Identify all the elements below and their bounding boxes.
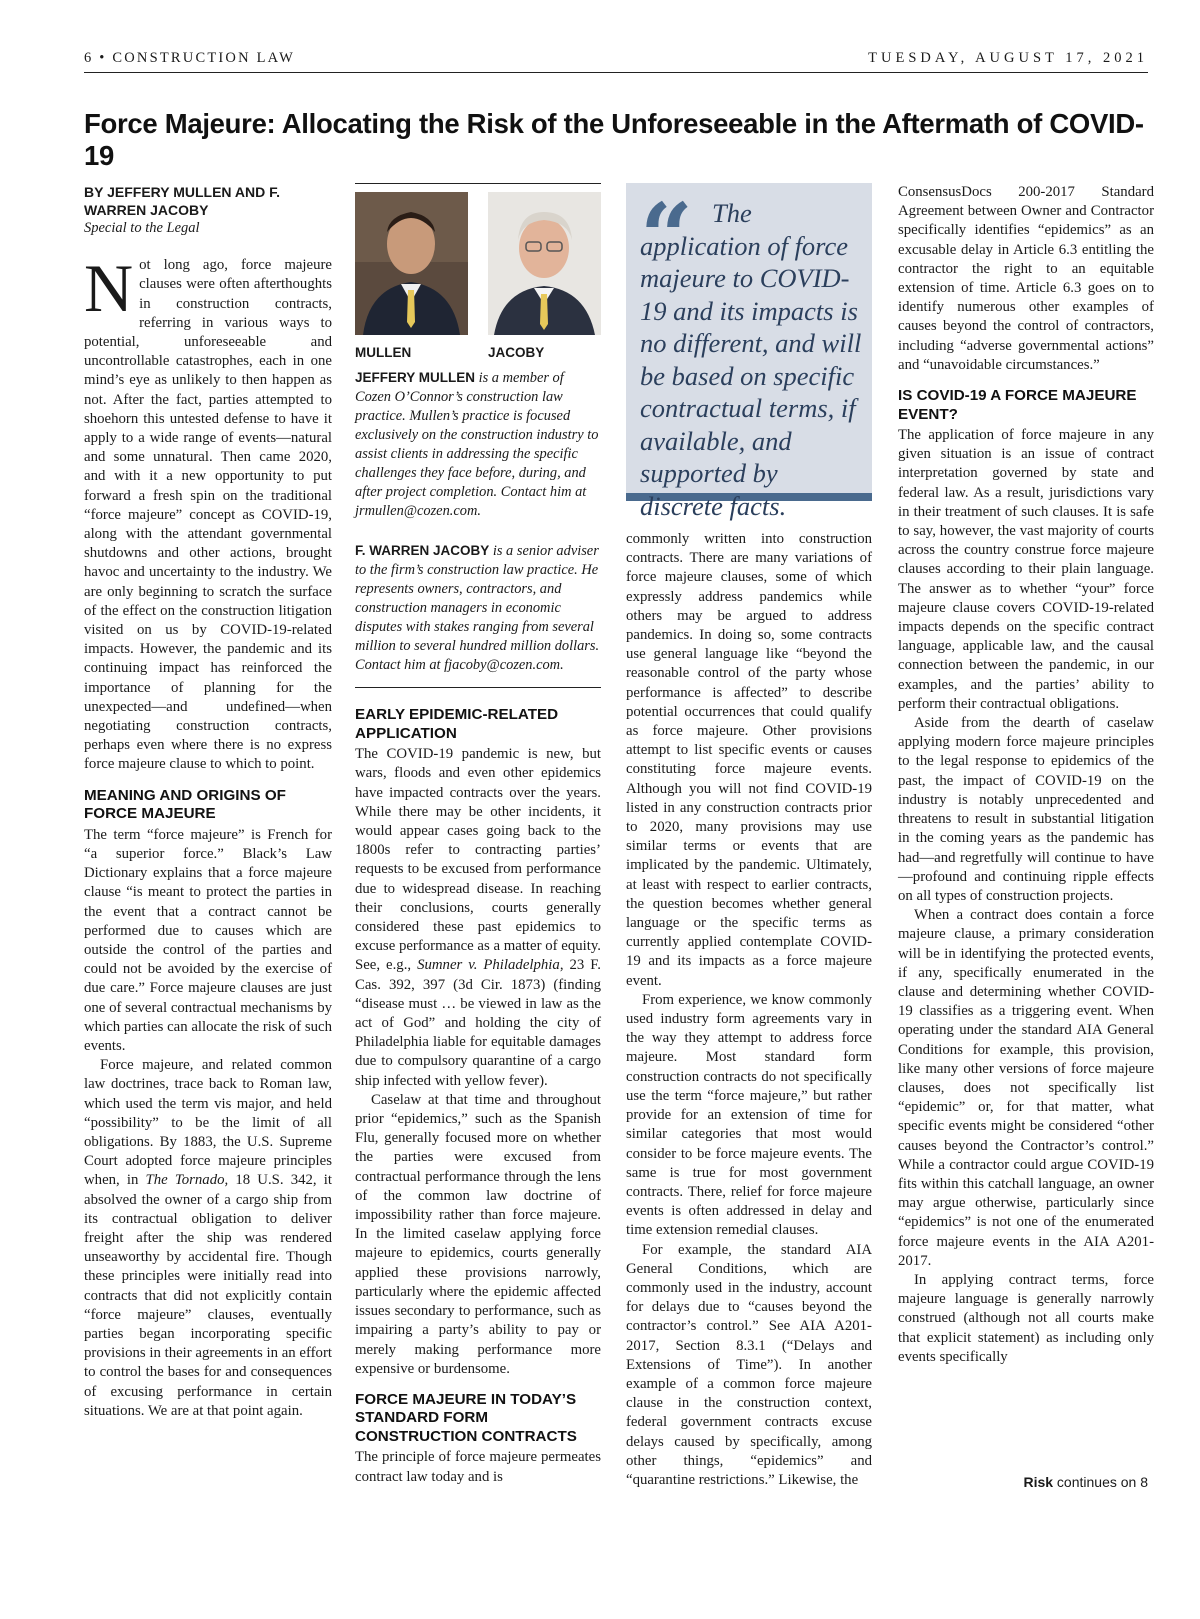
paragraph: commonly written into construction contracts. There are many variations of force majeure clauses, some of which expressly address pandemics while others may be argued to address pandemics. In doing so, some contracts use general language like “beyond the reasonable control of the party whose performance is affected” to describe potential occurrences that could qualify as force majeure. Other provisions attempt to list specific events or causes constituting force majeure events. Although you will not find COVID-19 listed in any construction contracts prior to 2020, many provisions may use similar terms or events that are implicated by the pandemic. Ultimately, at least with respect to earlier contracts, the question becomes whether general language or the specific terms as currently applied contemplate COVID-19 and its impacts as a force majeure event. bbox=[626, 531, 872, 989]
bio-name: F. WARREN JACOBY bbox=[355, 543, 490, 559]
photo-label-jacoby: JACOBY bbox=[488, 345, 545, 360]
portrait-jacoby-image bbox=[488, 192, 601, 335]
paragraph: In applying contract terms, force majeure language is generally narrowly construed (although not all courts make that explicit statement) as including only events specifically bbox=[898, 1271, 1154, 1365]
section-heading-meaning: MEANING AND ORIGINS OF FORCE MAJEURE bbox=[84, 786, 286, 823]
column-4 bbox=[898, 183, 1154, 1367]
text-run: Force majeure, and related common law doctrines, trace back to Roman law, which used the term vis major, and held “possibility” to be the limit of all obligations. By 1883, the U.S. Supreme Court adopted force majeure principles when, in bbox=[84, 1057, 332, 1189]
paragraph: The term “force majeure” is French for “a superior force.” Black’s Law Dictionary explains that a force majeure clause “is meant to protect the parties in the event that a contract cannot be performed due to causes which are outside the control of the parties and could not be avoided by the exercise of due care.” Force majeure clauses are just one of several contractual mechanisms by which parties can allocate the risk of such events. bbox=[84, 826, 332, 1054]
photo-label-mullen: MULLEN bbox=[355, 345, 412, 360]
case-citation: The Tornado, bbox=[145, 1172, 229, 1189]
section-heading-early: EARLY EPIDEMIC-RELATED APPLICATION bbox=[355, 706, 559, 742]
column-3 bbox=[626, 530, 872, 1490]
bio-text: is a member of Cozen O’Connor’s construction law practice. Mullen’s practice is focused exclusively on the construction industry to assist clients in addressing the specific challenges they face before, during, and after project completion. Contact him at jrmullen@cozen.com. bbox=[355, 370, 599, 520]
column-1 bbox=[84, 183, 332, 1421]
section-heading-covid: IS COVID-19 A FORCE MAJEURE EVENT? bbox=[898, 387, 1137, 423]
text-run: The COVID-19 pandemic is new, but wars, floods and even other epidemics have impacted contracts over the years. While there may be other incidents, it would appear cases going back to the 1800s refer to contracting parties’ requests to be excused from performance due to widespread disease. In reaching their conclusions, courts generally considered these past epidemics to excuse performance as a matter of equity. See, e.g., bbox=[355, 746, 601, 974]
continuation-keyword: Risk bbox=[1023, 1474, 1054, 1490]
dropcap: N bbox=[84, 250, 134, 327]
byline: BY JEFFERY MULLEN AND F. WARREN JACOBY bbox=[84, 184, 281, 218]
case-citation: Sumner v. Philadelphia bbox=[417, 957, 560, 974]
continuation-text: continues on 8 bbox=[1053, 1474, 1148, 1490]
photo-jacoby bbox=[488, 192, 601, 362]
author-photos bbox=[355, 183, 601, 362]
paragraph: The application of force majeure in any given situation is an issue of contract interpretation governed by state and federal law. As a result, jurisdictions vary in their treatment of such clauses. It is safe to say, however, the vast majority of courts across the country construe force majeure clauses according to their plain language. The answer as to whether “your” force majeure clause covers COVID-19-related impacts depends on the specific contract language, applicable law, and the causal connection between the pandemic, in our examples, and the parties’ ability to perform their contractual obligations. bbox=[898, 427, 1154, 712]
section-heading-today: FORCE MAJEURE IN TODAY’S STANDARD FORM CONSTRUCTION CONTRACTS bbox=[355, 1390, 577, 1445]
bio-mullen bbox=[355, 368, 601, 521]
continuation-line bbox=[1023, 1474, 1148, 1490]
bio-text: is a senior adviser to the firm’s construction law practice. He represents owners, contractors, and construction managers in economic disputes with stakes ranging from several million to several hundred million dollars. Contact him at fjacoby@cozen.com. bbox=[355, 543, 600, 674]
quote-mark-icon: “ bbox=[640, 183, 693, 291]
bio-jacoby bbox=[355, 541, 601, 675]
issue-date: TUESDAY, AUGUST 17, 2021 bbox=[868, 50, 1148, 66]
paragraph: For example, the standard AIA General Conditions, which are commonly used in the industry, account for delays due to “causes beyond the contractor’s control.” See AIA A201-2017, Section 8.3.1 (“Delays and Extensions of Time”). In another example of a common force majeure clause in the construction context, federal government contracts excuse delays caused by specifically, among other things, “epidemics” and “quarantine restrictions.” Likewise, the bbox=[626, 1241, 872, 1488]
pull-quote-text: The application of force majeure to COVID-19 and its impacts is no different, and will be based on specific contractual terms, if available, and supported by discrete facts. bbox=[640, 198, 862, 521]
text-run: , 23 F. Cas. 392, 397 (3d Cir. 1873) (finding “disease must … be viewed in law as the act of God” and holding the city of Philadelphia liable for equitable damages due to compulsory quarantine of a cargo ship infected with yellow fever). bbox=[355, 957, 602, 1089]
paragraph bbox=[355, 745, 601, 1091]
column-2 bbox=[355, 183, 601, 1487]
paragraph: From experience, we know commonly used industry form agreements vary in the way they attempt to address force majeure. Most standard form construction contracts do not specifically use the term “force majeure,” but rather provide for an extension of time for similar categories that most would consider to be force majeure events. The same is true for most government contracts. There, relief for force majeure events is often addressed in delay and time extension remedial clauses. bbox=[626, 991, 872, 1239]
article-headline: Force Majeure: Allocating the Risk of the Unforeseeable in the Aftermath of COVID-19 bbox=[84, 108, 1144, 171]
intro-paragraph bbox=[84, 250, 332, 774]
text-run: 18 U.S. 342, it absolved the owner of a cargo ship from its contractual obligation to deliver freight after the ship was rendered unseaworthy by accidental fire. Though these principles were initially read into contracts that did not explicitly contain “force majeure” clauses, eventually parties began incorporating specific provisions in their agreements in an effort to control the bases for and consequences of excusing performance in certain situations. We are at that point again. bbox=[84, 1172, 332, 1419]
intro-text: ot long ago, force majeure clauses were often afterthoughts in construction contracts, referring in various ways to potential, unforeseeable and uncontrollable catastrophes, each in one mind’s eye as unlikely to then happen as not. After the fact, parties attempted to shoehorn this untested defense to have it apply to a wide range of events—natural and some unnatural. Then came 2020, and with it a new opportunity to put forward a fresh spin on the traditional “force majeure” concept as COVID-19, along with the attendant governmental shutdowns and other actions, brought havoc and uncertainty to the industry. We are only beginning to scratch the surface of the effect on the construction litigation visited on us by COVID-19-related impacts. However, the pandemic and its continuing impact has reinforced the importance of planning for the unexpected—and undefined—when negotiating construction contracts, perhaps even where there is no express force majeure clause to which to point. bbox=[84, 257, 332, 773]
page-folio: 6 • CONSTRUCTION LAW bbox=[84, 50, 296, 66]
divider bbox=[355, 687, 601, 688]
paragraph bbox=[84, 1056, 332, 1421]
pull-quote bbox=[626, 183, 872, 521]
portrait-mullen-image bbox=[355, 192, 468, 335]
paragraph: Caselaw at that time and throughout prior “epidemics,” such as the Spanish Flu, generally focused more on whether the parties were excused from contractual performance through the lens of the common law doctrine of impossibility rather than force majeure. In the limited caselaw applying force majeure to epidemics, courts generally applied these provisions narrowly, particularly where the epidemic affected issues secondary to performance, such as impairing a party’s ability to pay or merely making performance more expensive or burdensome. bbox=[355, 1091, 601, 1377]
paragraph: When a contract does contain a force majeure clause, a primary consideration will be in identifying the protected events, if any, specifically enumerated in the clause and determining whether COVID-19 classifies as a triggering event. When operating under the standard AIA General Conditions for example, this provision, like many other versions of force majeure clauses, does not specifically list “epidemic” or, for that matter, what specific events might be considered “other causes beyond the Contractor’s control.” While a contractor could argue COVID-19 fits within this catchall language, an owner may argue otherwise, particularly since “epidemics” is not one of the enumerated force majeure events in the AIA A201-2017. bbox=[898, 907, 1154, 1269]
photo-mullen bbox=[355, 192, 468, 362]
paragraph: Aside from the dearth of caselaw applying modern force majeure principles to the legal response to epidemics of the past, the impact of COVID-19 on the industry is notably unprecedented and threatens to result in substantial litigation in the coming years as the pandemic has had—and regretfully will continue to have—profound and continuing ripple effects on all types of construction projects. bbox=[898, 715, 1154, 904]
paragraph: The principle of force majeure permeates contract law today and is bbox=[355, 1449, 601, 1485]
bio-name: JEFFERY MULLEN bbox=[355, 370, 476, 386]
paragraph: ConsensusDocs 200-2017 Standard Agreement between Owner and Contractor specifically identifies “epidemics” as an excusable delay in Article 6.3 entitling the contractor the right to an equitable extension of time. Article 6.3 goes on to identify numerous other examples of causes beyond the control of contractors, including “adverse governmental actions” and “unavoidable circumstances.” bbox=[898, 184, 1154, 373]
running-header bbox=[84, 50, 1148, 73]
byline-sub: Special to the Legal bbox=[84, 220, 200, 236]
